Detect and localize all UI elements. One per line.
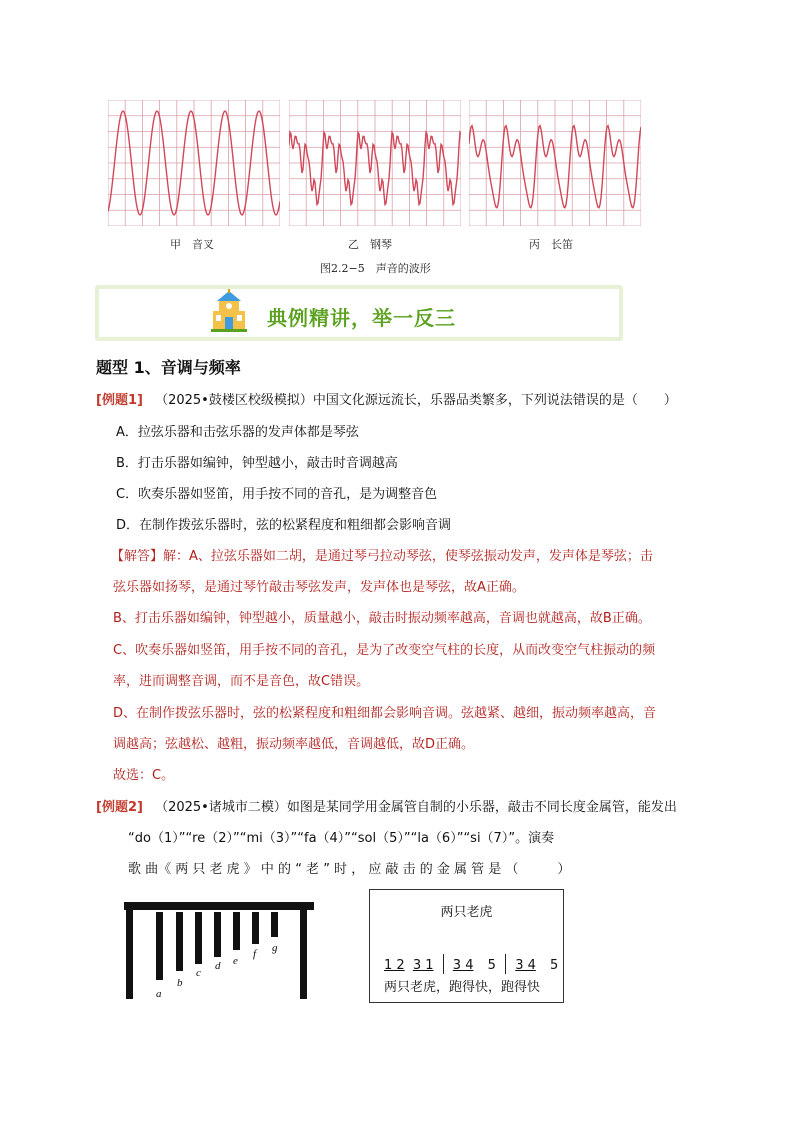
example1-tag: [例题1] — [96, 393, 143, 408]
bar-line — [505, 954, 506, 974]
example1-answer-line-5: 率，进而调整音调，而不是音色，故C错误。 — [113, 674, 370, 689]
waveform-label-piano: 乙 钢琴 — [348, 238, 392, 251]
waveform-tuning-fork — [108, 100, 280, 226]
note-group: 5 — [487, 958, 496, 973]
note-group: 1 2 — [384, 958, 405, 973]
song-notation-box — [369, 889, 564, 1003]
pipe-label-a: a — [156, 988, 162, 1000]
example1-option-a: A．拉弦乐器和击弦乐器的发声体都是琴弦 — [116, 425, 359, 440]
example2-line-3: 歌 曲《 两 只 老 虎 》 中 的 “ 老 ” 时 ， 应 敲 击 的 金 属 管 是 （ ） — [128, 862, 571, 877]
example2-line-2: “do（1）”“re（2）”“mi（3）”“fa（4）”“sol（5）”“la（6）”“si（7）”。演奏 — [128, 831, 555, 846]
pipe-label-b: b — [177, 977, 183, 989]
waveform-label-flute: 丙 长笛 — [529, 238, 573, 251]
example1-stem: （2025•鼓楼区校级模拟）中国文化源远流长，乐器品类繁多，下列说法错误的是（ ） — [155, 393, 677, 408]
waveform-label-tuning-fork: 甲 音叉 — [170, 238, 214, 251]
figure-caption: 图2.2−5 声音的波形 — [320, 262, 431, 275]
example1-answer-line-4: C、吹奏乐器如竖笛，用手按不同的音孔，是为了改变空气柱的长度，从而改变空气柱振动的频 — [113, 643, 656, 658]
section-banner — [95, 285, 623, 341]
pipe-label-f: f — [253, 948, 257, 960]
pipe-label-g: g — [272, 942, 278, 954]
note-group: 3 4 — [452, 958, 474, 973]
example1-answer-line-6: D、在制作拨弦乐器时，弦的松紧程度和粗细都会影响音调。弦越紧、越细，振动频率越高，音 — [113, 706, 657, 721]
school-building-icon — [211, 289, 247, 337]
banner-title: 典例精讲，举一反三 — [267, 306, 456, 330]
song-lyrics: 两只老虎，跑得快，跑得快 — [384, 980, 541, 995]
example1-option-b: B．打击乐器如编钟，钟型越小，敲击时音调越高 — [116, 456, 398, 471]
example1-stem-line — [96, 392, 677, 410]
example1-answer-line-3: B、打击乐器如编钟，钟型越小，质量越小，敲击时振动频率越高，音调也就越高，故B正确。 — [113, 611, 651, 626]
waveform-flute — [469, 100, 641, 226]
bar-line — [443, 954, 444, 974]
song-notes — [384, 954, 558, 974]
note-group: 3 1 — [412, 958, 434, 973]
note-group: 5 — [550, 958, 559, 973]
pipe-label-d: d — [215, 960, 221, 972]
example1-option-c: C．吹奏乐器如竖笛，用手按不同的音孔，是为调整音色 — [116, 487, 438, 502]
example1-answer-line-1: 【解答】解：A、拉弦乐器如二胡，是通过琴弓拉动琴弦，使琴弦振动发声，发声体是琴弦；击 — [111, 549, 653, 564]
example1-answer-line-7: 调越高；弦越松、越粗，振动频率越低，音调越低，故D正确。 — [113, 737, 475, 752]
example2-stem-line-1 — [96, 799, 677, 817]
waveform-piano — [289, 100, 461, 226]
song-title: 两只老虎 — [440, 905, 493, 920]
example1-option-d: D．在制作拨弦乐器时，弦的松紧程度和粗细都会影响音调 — [116, 518, 452, 533]
section-heading: 题型 1、音调与频率 — [96, 358, 241, 377]
example1-answer-line-2: 弦乐器如扬琴，是通过琴竹敲击琴弦发声，发声体也是琴弦，故A正确。 — [113, 580, 525, 595]
pipe-label-c: c — [196, 967, 201, 979]
example2-tag: [例题2] — [96, 800, 143, 815]
metal-pipe-instrument — [124, 898, 319, 1007]
pipe-label-e: e — [233, 955, 238, 967]
note-group: 3 4 — [515, 958, 536, 973]
example2-line-1: （2025•诸城市二模）如图是某同学用金属管自制的小乐器，敲击不同长度金属管，能发出 — [155, 800, 677, 815]
example1-answer-conclusion: 故选：C。 — [113, 768, 175, 783]
